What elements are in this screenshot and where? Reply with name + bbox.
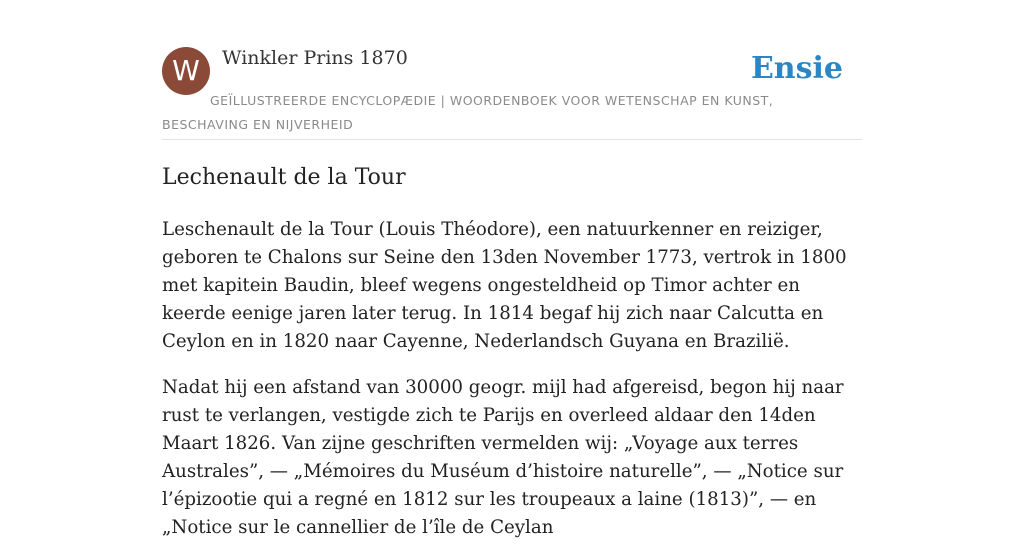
source-title-link[interactable]: Winkler Prins 1870: [222, 47, 408, 69]
entry-paragraph: Leschenault de la Tour (Louis Théodore), een natuurkenner en reiziger, geboren te Chalons sur Seine den 13den November 1773, vertrok in 1800 met kapitein Baudin, bleef wegens ongesteldheid op Timor achter en keerde eenige jaren later terug. In 1814 begaf hij zich naar Calcutta en Ceylon en in 1820 naar Cayenne, Nederlandsch Guyana en Brazilië.: [162, 219, 847, 352]
header-divider: [162, 139, 862, 140]
entry-paragraph: Nadat hij een afstand van 30000 geogr. mijl had afgereisd, begon hij naar rust te verlangen, vestigde zich te Parijs en overleed aldaar den 14den Maart 1826. Van zijne geschriften vermelden wij: „Voyage aux terres Australes”, — „Mémoires du Muséum d’histoire naturelle”, — „Notice sur l’épizootie qui a regné en 1812 sur les troupeaux a laine (1813)”, — en „Notice sur le cannellier de l’île de Ceylan: [162, 377, 844, 538]
article-page: [162, 0, 862, 538]
entry-body: [162, 216, 862, 560]
ensie-logo-link[interactable]: Ensie: [750, 51, 843, 86]
source-subtitle: GEÏLLUSTREERDE ENCYCLOPÆDIE | WOORDENBOEK VOOR WETENSCHAP EN KUNST, BESCHAVING EN NIJVERHEID: [162, 93, 774, 132]
source-avatar[interactable]: W: [162, 47, 210, 95]
entry-title: Lechenault de la Tour: [162, 165, 406, 190]
